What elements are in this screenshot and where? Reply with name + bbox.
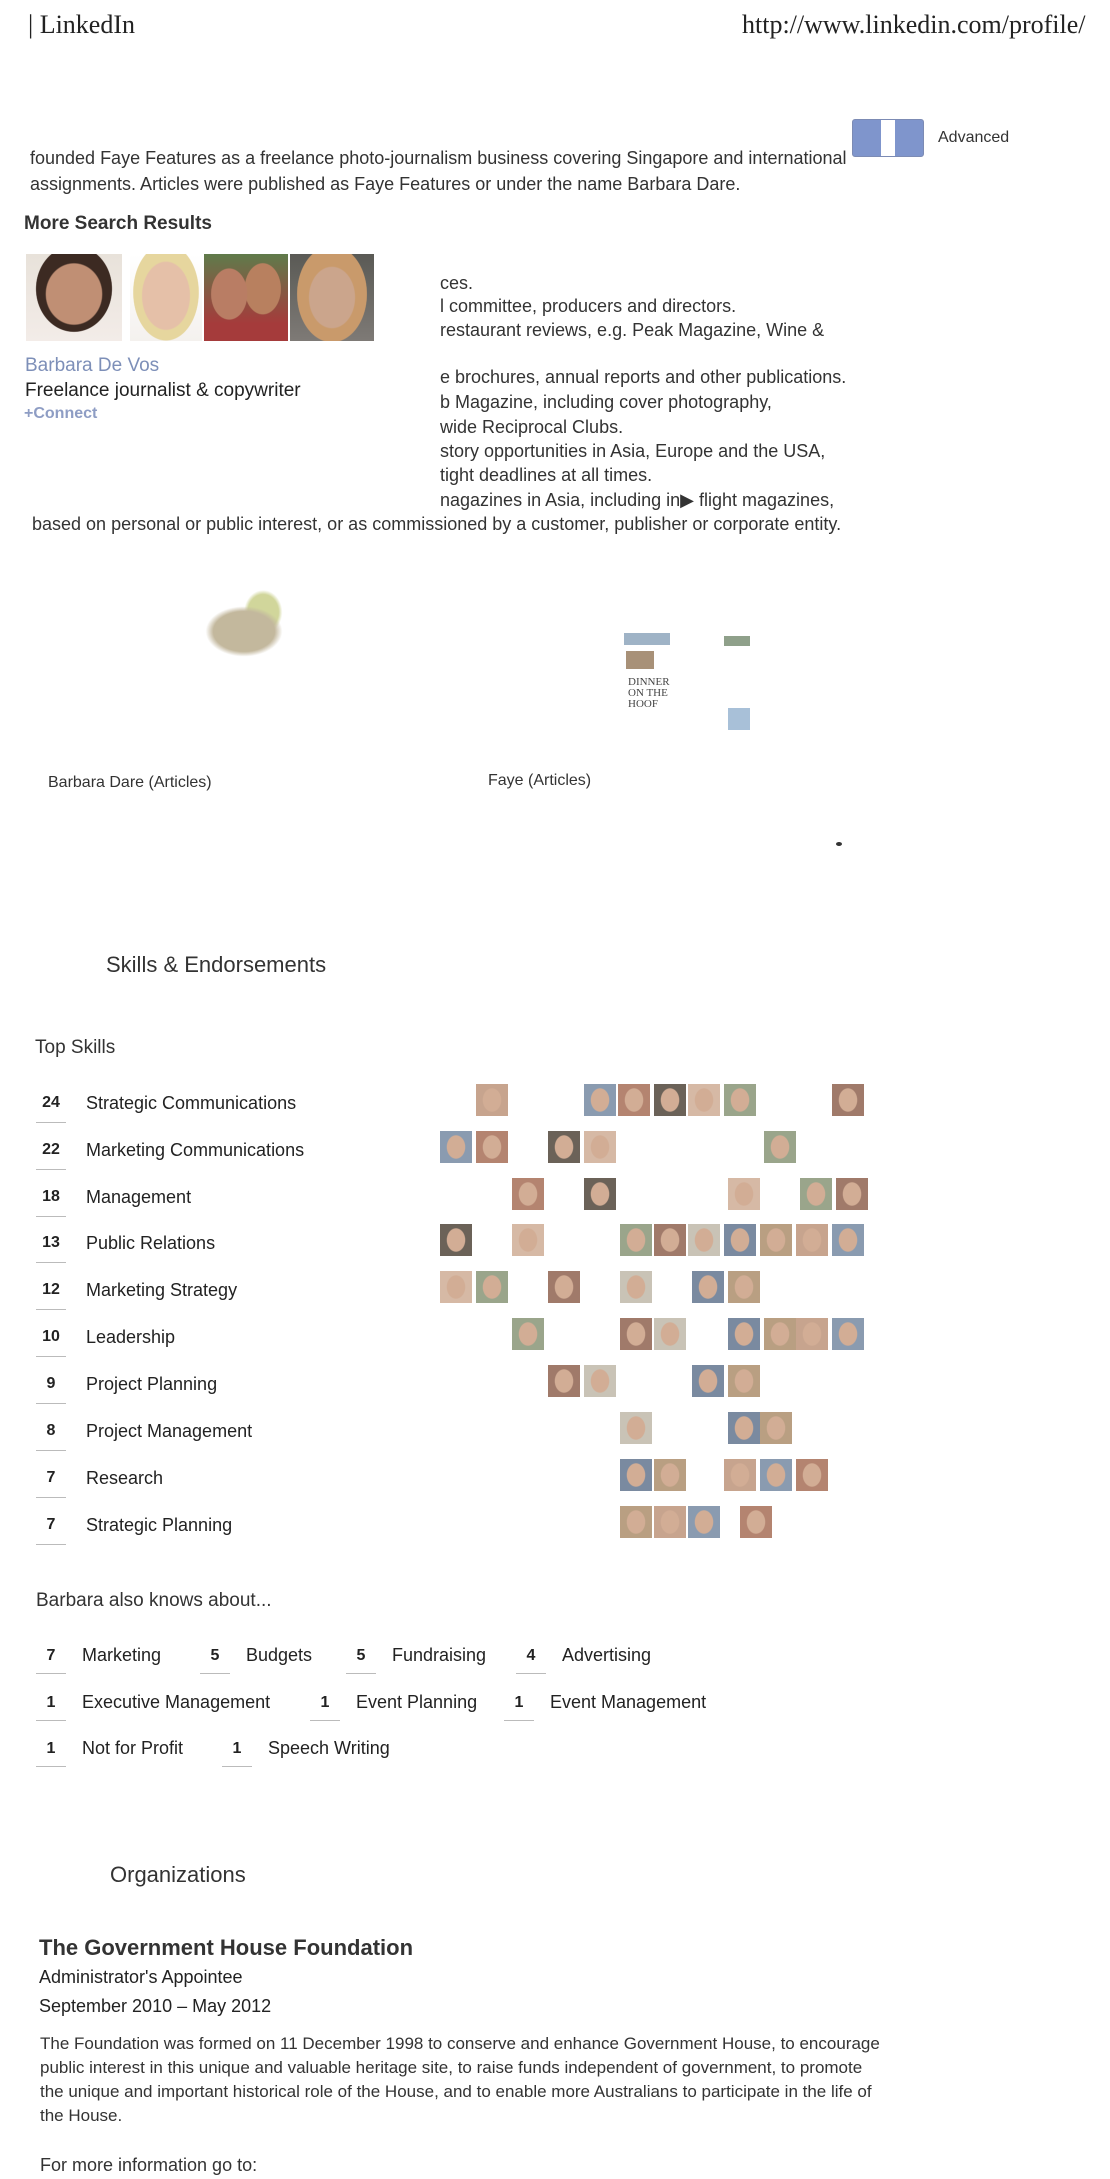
summary-line: wide Reciprocal Clubs.: [440, 417, 624, 437]
endorser-avatar[interactable]: [760, 1224, 792, 1256]
also-knows-skill[interactable]: [504, 1694, 764, 1728]
endorser-avatar[interactable]: [688, 1506, 720, 1538]
endorser-avatar[interactable]: [796, 1459, 828, 1491]
endorser-avatar[interactable]: [688, 1224, 720, 1256]
skill-row[interactable]: [36, 1328, 456, 1374]
endorser-avatar[interactable]: [728, 1365, 760, 1397]
summary-line: l committee, producers and directors.: [440, 296, 737, 316]
endorser-avatars: [440, 1318, 870, 1350]
skill-endorsement-count[interactable]: 13: [42, 1234, 60, 1251]
count-underline: [516, 1673, 546, 1674]
skill-name-link[interactable]: Leadership: [86, 1327, 176, 1347]
endorser-avatar[interactable]: [764, 1131, 796, 1163]
skill-endorsement-count[interactable]: 7: [46, 1647, 56, 1664]
skills-section-title: Skills & Endorsements: [106, 952, 327, 977]
endorser-avatar[interactable]: [440, 1224, 472, 1256]
count-underline: [222, 1766, 252, 1767]
skill-name-link[interactable]: Advertising: [562, 1645, 652, 1665]
endorser-avatar[interactable]: [832, 1224, 864, 1256]
summary-line: based on personal or public interest, or as commissioned by a customer, publisher or corporate entity.: [32, 514, 842, 534]
skill-name-link[interactable]: Executive Management: [82, 1692, 271, 1712]
summary-line: assignments. Articles were published as Faye Features or under the name Barbara Dare.: [30, 174, 741, 194]
summary-line: b Magazine, including cover photography,: [440, 392, 772, 412]
skill-name-link[interactable]: Strategic Communications: [86, 1093, 297, 1113]
article-thumbnail[interactable]: [196, 590, 292, 664]
summary-line: founded Faye Features as a freelance photo-journalism business covering Singapore and international: [30, 148, 847, 168]
article-thumbnail-fragment: [728, 708, 750, 730]
article-link[interactable]: Faye (Articles): [488, 772, 592, 789]
summary-line: tight deadlines at all times.: [440, 465, 653, 485]
endorser-avatar[interactable]: [548, 1271, 580, 1303]
skill-name-link[interactable]: Fundraising: [392, 1645, 487, 1665]
skill-endorsement-count[interactable]: 12: [42, 1281, 60, 1298]
endorser-avatar[interactable]: [476, 1271, 508, 1303]
skill-endorsement-count[interactable]: 1: [46, 1740, 56, 1757]
endorser-avatar[interactable]: [688, 1084, 720, 1116]
also-knows-skill[interactable]: [222, 1740, 482, 1774]
skill-name-link[interactable]: Public Relations: [86, 1233, 216, 1253]
skill-endorsement-count[interactable]: 7: [46, 1516, 56, 1533]
organization-dates: September 2010 – May 2012: [39, 1996, 272, 2016]
article-link[interactable]: Barbara Dare (Articles): [48, 774, 212, 791]
endorser-avatars: [440, 1084, 870, 1116]
skill-name-link[interactable]: Management: [86, 1187, 192, 1207]
endorser-avatar[interactable]: [584, 1084, 616, 1116]
endorser-avatar[interactable]: [796, 1224, 828, 1256]
endorser-avatar[interactable]: [728, 1412, 760, 1444]
skill-row[interactable]: [36, 1281, 456, 1327]
count-underline: [310, 1720, 340, 1721]
skill-name-link[interactable]: Budgets: [246, 1645, 313, 1665]
count-underline: [36, 1544, 66, 1545]
endorser-avatar[interactable]: [760, 1412, 792, 1444]
organization-more-info: For more information go to:: [40, 2155, 258, 2175]
browser-print-header-url: http://www.linkedin.com/profile/: [742, 10, 1086, 39]
endorser-avatar[interactable]: [618, 1084, 650, 1116]
endorser-avatar[interactable]: [800, 1178, 832, 1210]
connect-button[interactable]: +Connect: [24, 405, 98, 422]
skill-endorsement-count[interactable]: 9: [46, 1375, 56, 1392]
count-underline: [504, 1720, 534, 1721]
endorser-avatar[interactable]: [728, 1318, 760, 1350]
count-underline: [36, 1262, 66, 1263]
endorser-avatar[interactable]: [796, 1318, 828, 1350]
endorser-avatars: [440, 1178, 870, 1210]
endorser-avatar[interactable]: [440, 1271, 472, 1303]
endorser-avatar[interactable]: [728, 1178, 760, 1210]
skill-endorsement-count[interactable]: 22: [42, 1141, 60, 1158]
skill-name-link[interactable]: Not for Profit: [82, 1738, 184, 1758]
skill-row[interactable]: [36, 1188, 456, 1234]
top-skills-title: Top Skills: [35, 1037, 116, 1058]
endorser-avatars: [440, 1131, 870, 1163]
count-underline: [36, 1356, 66, 1357]
skill-name-link[interactable]: Marketing Strategy: [86, 1280, 238, 1300]
organizations-section-title: Organizations: [110, 1862, 246, 1887]
endorser-avatar[interactable]: [740, 1506, 772, 1538]
skill-endorsement-count[interactable]: 1: [320, 1694, 330, 1711]
summary-line: e brochures, annual reports and other publications.: [440, 367, 847, 387]
endorser-avatars: [440, 1412, 870, 1444]
search-result-photo[interactable]: [130, 254, 202, 341]
count-underline: [36, 1673, 66, 1674]
endorser-avatar[interactable]: [760, 1459, 792, 1491]
skill-name-link[interactable]: Event Management: [550, 1692, 707, 1712]
skill-name-link[interactable]: Project Management: [86, 1421, 253, 1441]
count-underline: [346, 1673, 376, 1674]
stray-mark: [836, 842, 842, 846]
skill-row[interactable]: [36, 1141, 456, 1187]
also-knows-skill[interactable]: [516, 1647, 776, 1681]
skill-endorsement-count[interactable]: 1: [46, 1694, 56, 1711]
count-underline: [36, 1720, 66, 1721]
count-underline: [200, 1673, 230, 1674]
also-knows-title: Barbara also knows about...: [36, 1590, 272, 1611]
count-underline: [36, 1450, 66, 1451]
article-thumbnail-caption: DINNER ON THE HOOF: [628, 676, 670, 710]
skill-row[interactable]: [36, 1094, 456, 1140]
summary-line: ces.: [440, 273, 474, 293]
skill-name-link[interactable]: Strategic Planning: [86, 1515, 233, 1535]
skill-endorsement-count[interactable]: 24: [42, 1094, 60, 1111]
endorser-avatar[interactable]: [836, 1178, 868, 1210]
browser-print-header-title: | LinkedIn: [28, 10, 136, 39]
endorser-avatar[interactable]: [620, 1271, 652, 1303]
endorser-avatar[interactable]: [440, 1131, 472, 1163]
skill-endorsement-count[interactable]: 18: [42, 1188, 60, 1205]
summary-line: nagazines in Asia, including in▶ flight magazines,: [440, 490, 835, 510]
count-underline: [36, 1766, 66, 1767]
endorser-avatar[interactable]: [654, 1224, 686, 1256]
endorser-avatar[interactable]: [654, 1084, 686, 1116]
count-underline: [36, 1216, 66, 1217]
endorser-avatar[interactable]: [654, 1459, 686, 1491]
skill-row[interactable]: [36, 1469, 456, 1515]
endorser-avatar[interactable]: [832, 1318, 864, 1350]
endorser-avatar[interactable]: [584, 1131, 616, 1163]
skill-endorsement-count[interactable]: 5: [210, 1647, 220, 1664]
endorser-avatar[interactable]: [620, 1224, 652, 1256]
search-result-photo[interactable]: [26, 254, 122, 341]
count-underline: [36, 1169, 66, 1170]
endorser-avatar[interactable]: [512, 1178, 544, 1210]
endorser-avatar[interactable]: [724, 1084, 756, 1116]
skill-endorsement-count[interactable]: 5: [356, 1647, 366, 1664]
organization-name: The Government House Foundation: [39, 1935, 414, 1960]
skill-name-link[interactable]: Marketing Communications: [86, 1140, 305, 1160]
skill-name-link[interactable]: Speech Writing: [268, 1738, 390, 1758]
endorser-avatars: [440, 1271, 870, 1303]
endorser-avatar[interactable]: [512, 1224, 544, 1256]
endorser-avatars: [440, 1506, 870, 1538]
organization-description: The Foundation was formed on 11 December 1998 to conserve and enhance Government House, to encourage public interest in this unique and valuable heritage site, to raise funds independent of government, to promote the unique and important historical role of the House, and to enable more Australians to participate in the life of the House.: [40, 2034, 880, 2125]
count-underline: [36, 1122, 66, 1123]
endorser-avatar[interactable]: [832, 1084, 864, 1116]
endorser-avatar[interactable]: [476, 1131, 508, 1163]
skill-endorsement-count[interactable]: 4: [526, 1647, 536, 1664]
endorser-avatar[interactable]: [620, 1506, 652, 1538]
skill-name-link[interactable]: Research: [86, 1468, 164, 1488]
skill-row[interactable]: [36, 1516, 456, 1562]
endorser-avatar[interactable]: [692, 1365, 724, 1397]
endorser-avatar[interactable]: [476, 1084, 508, 1116]
endorser-avatar[interactable]: [620, 1412, 652, 1444]
skill-row[interactable]: [36, 1422, 456, 1468]
count-underline: [36, 1497, 66, 1498]
endorser-avatar[interactable]: [548, 1131, 580, 1163]
endorser-avatar[interactable]: [548, 1365, 580, 1397]
endorser-avatar[interactable]: [654, 1506, 686, 1538]
endorser-avatar[interactable]: [620, 1459, 652, 1491]
skill-name-link[interactable]: Marketing: [82, 1645, 162, 1665]
skill-endorsement-count[interactable]: 1: [232, 1740, 242, 1757]
endorser-avatar[interactable]: [584, 1365, 616, 1397]
advanced-search-icon[interactable]: [852, 119, 924, 157]
endorser-avatars: [440, 1224, 870, 1256]
endorser-avatar[interactable]: [512, 1318, 544, 1350]
advanced-search-link[interactable]: Advanced: [938, 129, 1010, 146]
skill-endorsement-count[interactable]: 1: [514, 1694, 524, 1711]
count-underline: [36, 1309, 66, 1310]
skill-row[interactable]: [36, 1375, 456, 1421]
search-result-photo[interactable]: [290, 254, 374, 341]
endorser-avatar[interactable]: [764, 1318, 796, 1350]
endorser-avatar[interactable]: [654, 1318, 686, 1350]
skill-endorsement-count[interactable]: 8: [46, 1422, 56, 1439]
endorser-avatar[interactable]: [692, 1271, 724, 1303]
skill-row[interactable]: [36, 1234, 456, 1280]
search-result-headline: Freelance journalist & copywriter: [25, 380, 301, 401]
skill-name-link[interactable]: Event Planning: [356, 1692, 478, 1712]
endorser-avatars: [440, 1459, 870, 1491]
endorser-avatar[interactable]: [584, 1178, 616, 1210]
article-thumbnail[interactable]: [620, 605, 676, 720]
endorser-avatar[interactable]: [724, 1224, 756, 1256]
also-knows-skill[interactable]: [36, 1694, 296, 1728]
skill-endorsement-count[interactable]: 7: [46, 1469, 56, 1486]
search-result-photo[interactable]: [204, 254, 288, 341]
skill-name-link[interactable]: Project Planning: [86, 1374, 218, 1394]
search-result-name-link[interactable]: Barbara De Vos: [25, 355, 160, 376]
endorser-avatars: [440, 1365, 870, 1397]
organization-role: Administrator's Appointee: [39, 1967, 243, 1987]
endorser-avatar[interactable]: [620, 1318, 652, 1350]
more-search-results-title: More Search Results: [24, 213, 212, 234]
count-underline: [36, 1403, 66, 1404]
summary-line: restaurant reviews, e.g. Peak Magazine, Wine &: [440, 320, 825, 340]
endorser-avatar[interactable]: [728, 1271, 760, 1303]
article-thumbnail-fragment: [724, 636, 750, 646]
skill-endorsement-count[interactable]: 10: [42, 1328, 60, 1345]
summary-line: story opportunities in Asia, Europe and the USA,: [440, 441, 826, 461]
endorser-avatar[interactable]: [724, 1459, 756, 1491]
